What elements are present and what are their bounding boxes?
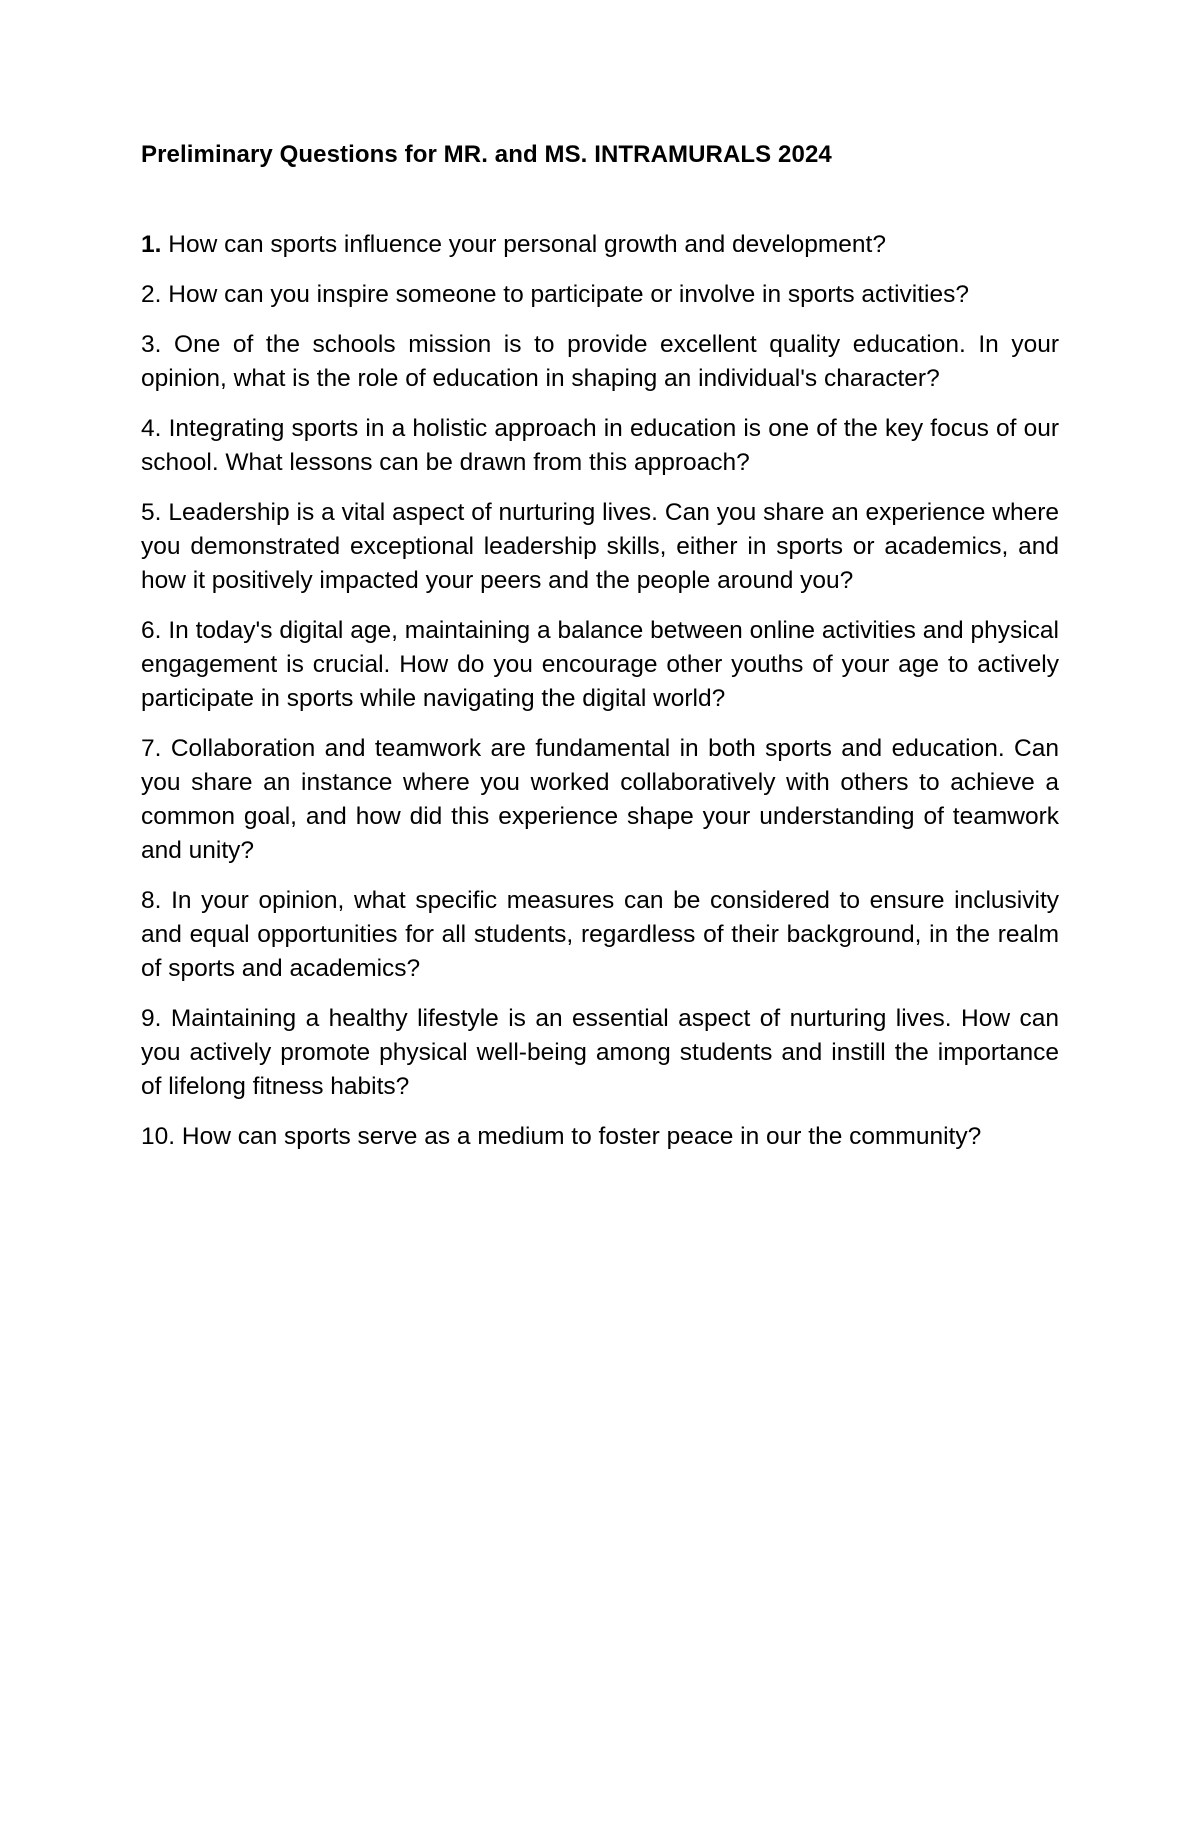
document-content	[141, 138, 1059, 1170]
question-number: 6.	[141, 617, 162, 644]
question-number: 4.	[141, 415, 162, 442]
question-text: Collaboration and teamwork are fundamental in both sports and education. Can you share an instance where you worked collaboratively with others to achieve a common goal, and how did this experience shape your understanding of teamwork and unity?	[141, 735, 1059, 864]
question-text: How can you inspire someone to participate or involve in sports activities?	[168, 281, 969, 308]
document-title: Preliminary Questions for MR. and MS. INTRAMURALS 2024	[141, 141, 832, 168]
question-text: Leadership is a vital aspect of nurturing lives. Can you share an experience where you demonstrated exceptional leadership skills, either in sports or academics, and how it positively impacted your peers and the people around you?	[141, 499, 1060, 594]
question-text: Maintaining a healthy lifestyle is an essential aspect of nurturing lives. How can you actively promote physical well-being among students and instill the importance of lifelong fitness habits?	[141, 1005, 1059, 1100]
question-number: 9.	[141, 1005, 162, 1032]
question-4	[141, 412, 1059, 480]
question-text: In today's digital age, maintaining a balance between online activities and physical engagement is crucial. How do you encourage other youths of your age to actively participate in sports while navigating the digital world?	[141, 617, 1059, 712]
question-number: 1.	[141, 231, 162, 258]
question-text: How can sports serve as a medium to foster peace in our the community?	[181, 1123, 982, 1150]
question-1	[141, 228, 1059, 262]
question-5	[141, 496, 1059, 598]
question-2	[141, 278, 1059, 312]
question-number: 2.	[141, 281, 162, 308]
question-text: Integrating sports in a holistic approach in education is one of the key focus of our school. What lessons can be drawn from this approach?	[141, 415, 1059, 476]
question-number: 7.	[141, 735, 162, 762]
question-text: One of the schools mission is to provide excellent quality education. In your opinion, what is the role of education in shaping an individual's character?	[141, 331, 1059, 392]
question-3	[141, 328, 1059, 396]
question-6	[141, 614, 1059, 716]
question-number: 8.	[141, 887, 162, 914]
question-text: How can sports influence your personal growth and development?	[168, 231, 886, 258]
question-7	[141, 732, 1059, 868]
question-text: In your opinion, what specific measures can be considered to ensure inclusivity and equal opportunities for all students, regardless of their background, in the realm of sports and academics?	[141, 887, 1059, 982]
question-9	[141, 1002, 1059, 1104]
question-8	[141, 884, 1059, 986]
question-10	[141, 1120, 1059, 1154]
question-number: 5.	[141, 499, 162, 526]
question-number: 10.	[141, 1123, 176, 1150]
question-number: 3.	[141, 331, 162, 358]
